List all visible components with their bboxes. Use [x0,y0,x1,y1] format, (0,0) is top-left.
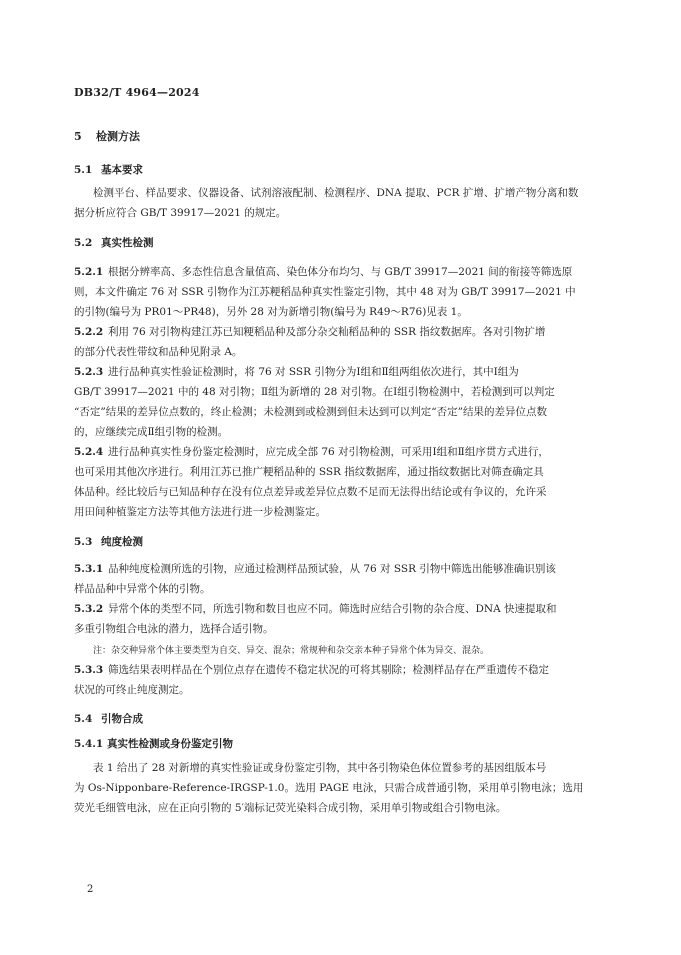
section-5-3-heading [74,534,143,549]
clause-number: 5.2.2 [74,326,104,338]
clause-text: 进行品种真实性身份鉴定检测时，应完成全部 76 对引物检测，可采用Ⅰ组和Ⅱ组序贯方式进行， [108,446,549,458]
paragraph-line: 用田间种植鉴定方法等其他方法进行进一步检测鉴定。 [74,506,326,518]
paragraph-line: 检测平台、样品要求、仪器设备、试剂溶液配制、检测程序、DNA 提取、PCR 扩增、扩增产物分离和数 [93,187,579,199]
paragraph-5-2-1-line [74,264,572,279]
paragraph-line: 的，应继续完成Ⅱ组引物的检测。 [74,426,229,438]
section-5-4-1-heading [74,736,233,751]
paragraph-line: 荧光毛细管电泳，应在正向引物的 5′端标记荧光染料合成引物，采用单引物或组合引物电泳。 [74,802,507,814]
section-title: 真实性检测或身份鉴定引物 [107,738,233,750]
section-title: 真实性检测 [101,237,154,249]
clause-text: 筛选结果表明样品在个别位点存在遗传不稳定状况的可将其剔除；检测样品存在严重遗传不稳定 [108,664,549,676]
section-number: 5.1 [74,164,93,176]
clause-number: 5.2.4 [74,446,104,458]
page-number: 2 [87,884,94,895]
clause-text: 根据分辨率高、多态性信息含量值高、染色体分布均匀、与 GB/T 39917—2021 间的衔接等筛选原 [108,266,573,278]
section-number: 5.4 [74,713,93,725]
paragraph-5-2-2-line [74,324,545,339]
paragraph-line: “否定”结果的差异位点数的，终止检测；未检测到或检测到但未达到可以判定“否定”结果的差异位点数 [74,406,547,418]
section-title: 检测方法 [96,130,140,143]
section-number: 5.4.1 [74,738,104,750]
paragraph-line: 多重引物组合电泳的潜力，选择合适引物。 [74,623,274,635]
paragraph-line: 为 Os-Nipponbare-Reference-IRGSP-1.0。选用 PAGE 电泳，只需合成普通引物，采用单引物电泳；选用 [74,782,584,794]
section-5-2-heading [74,235,154,250]
clause-text: 品种纯度检测所选的引物，应通过检测样品预试验，从 76 对 SSR 引物中筛选出能够准确识别该 [108,563,556,575]
paragraph-line: 则，本文件确定 76 对 SSR 引物作为江苏粳稻品种真实性鉴定引物，其中 48 对为 GB/T 39917—2021 中 [74,286,576,298]
paragraph-line: 据分析应符合 GB/T 39917—2021 的规定。 [74,207,287,219]
paragraph-5-2-3-line [74,364,519,379]
paragraph-5-3-2-line [74,601,557,616]
paragraph-line: GB/T 39917—2021 中的 48 对引物；Ⅱ组为新增的 28 对引物。在Ⅰ组引物检测中，若检测到可以判定 [74,386,555,398]
document-code-header: DB32/T 4964—2024 [74,86,200,99]
section-5-1-heading [74,162,143,177]
paragraph-line: 的引物(编号为 PR01～PR48)，另外 28 对为新增引物(编号为 R49～R76)见表 1。 [74,306,468,318]
paragraph-5-3-3-line [74,662,549,677]
section-title: 纯度检测 [101,536,143,548]
paragraph-line: 样品品种中异常个体的引物。 [74,583,211,595]
section-5-4-heading [74,711,143,726]
paragraph-5-2-4-line [74,444,549,459]
section-5-heading [74,128,140,144]
section-title: 基本要求 [101,164,143,176]
section-number: 5.3 [74,536,93,548]
paragraph-line: 也可采用其他次序进行。利用江苏已推广粳稻品种的 SSR 指纹数据库，通过指纹数据比对筛查确定具 [74,466,544,478]
paragraph-5-3-1-line [74,561,556,576]
note: 注：杂交种异常个体主要类型为自交、异交、混杂；常规种和杂交亲本种子异常个体为异交、混杂。 [93,646,490,656]
paragraph-line: 状况的可终止纯度测定。 [74,684,190,696]
clause-number: 5.2.3 [74,366,104,378]
clause-text: 进行品种真实性验证检测时，将 76 对 SSR 引物分为Ⅰ组和Ⅱ组两组依次进行，其中Ⅰ组为 [108,366,519,378]
clause-number: 5.3.1 [74,563,104,575]
clause-text: 异常个体的类型不同，所选引物和数目也应不同。筛选时应结合引物的杂合度、DNA 快速提取和 [108,603,557,615]
paragraph-line: 的部分代表性带纹和品种见附录 A。 [74,346,243,358]
clause-number: 5.2.1 [74,266,104,278]
section-title: 引物合成 [101,713,143,725]
paragraph-line: 表 1 给出了 28 对新增的真实性验证或身份鉴定引物，其中各引物染色体位置参考的基因组版本号 [93,762,547,774]
section-number: 5.2 [74,237,93,249]
clause-number: 5.3.2 [74,603,104,615]
clause-text: 利用 76 对引物构建江苏已知粳稻品种及部分杂交籼稻品种的 SSR 指纹数据库。各对引物扩增 [108,326,546,338]
clause-number: 5.3.3 [74,664,104,676]
paragraph-line: 体品种。经比较后与已知品种存在没有位点差异或差异位点数不足而无法得出结论或有争议的，允许采 [74,486,547,498]
section-number: 5 [74,130,82,143]
